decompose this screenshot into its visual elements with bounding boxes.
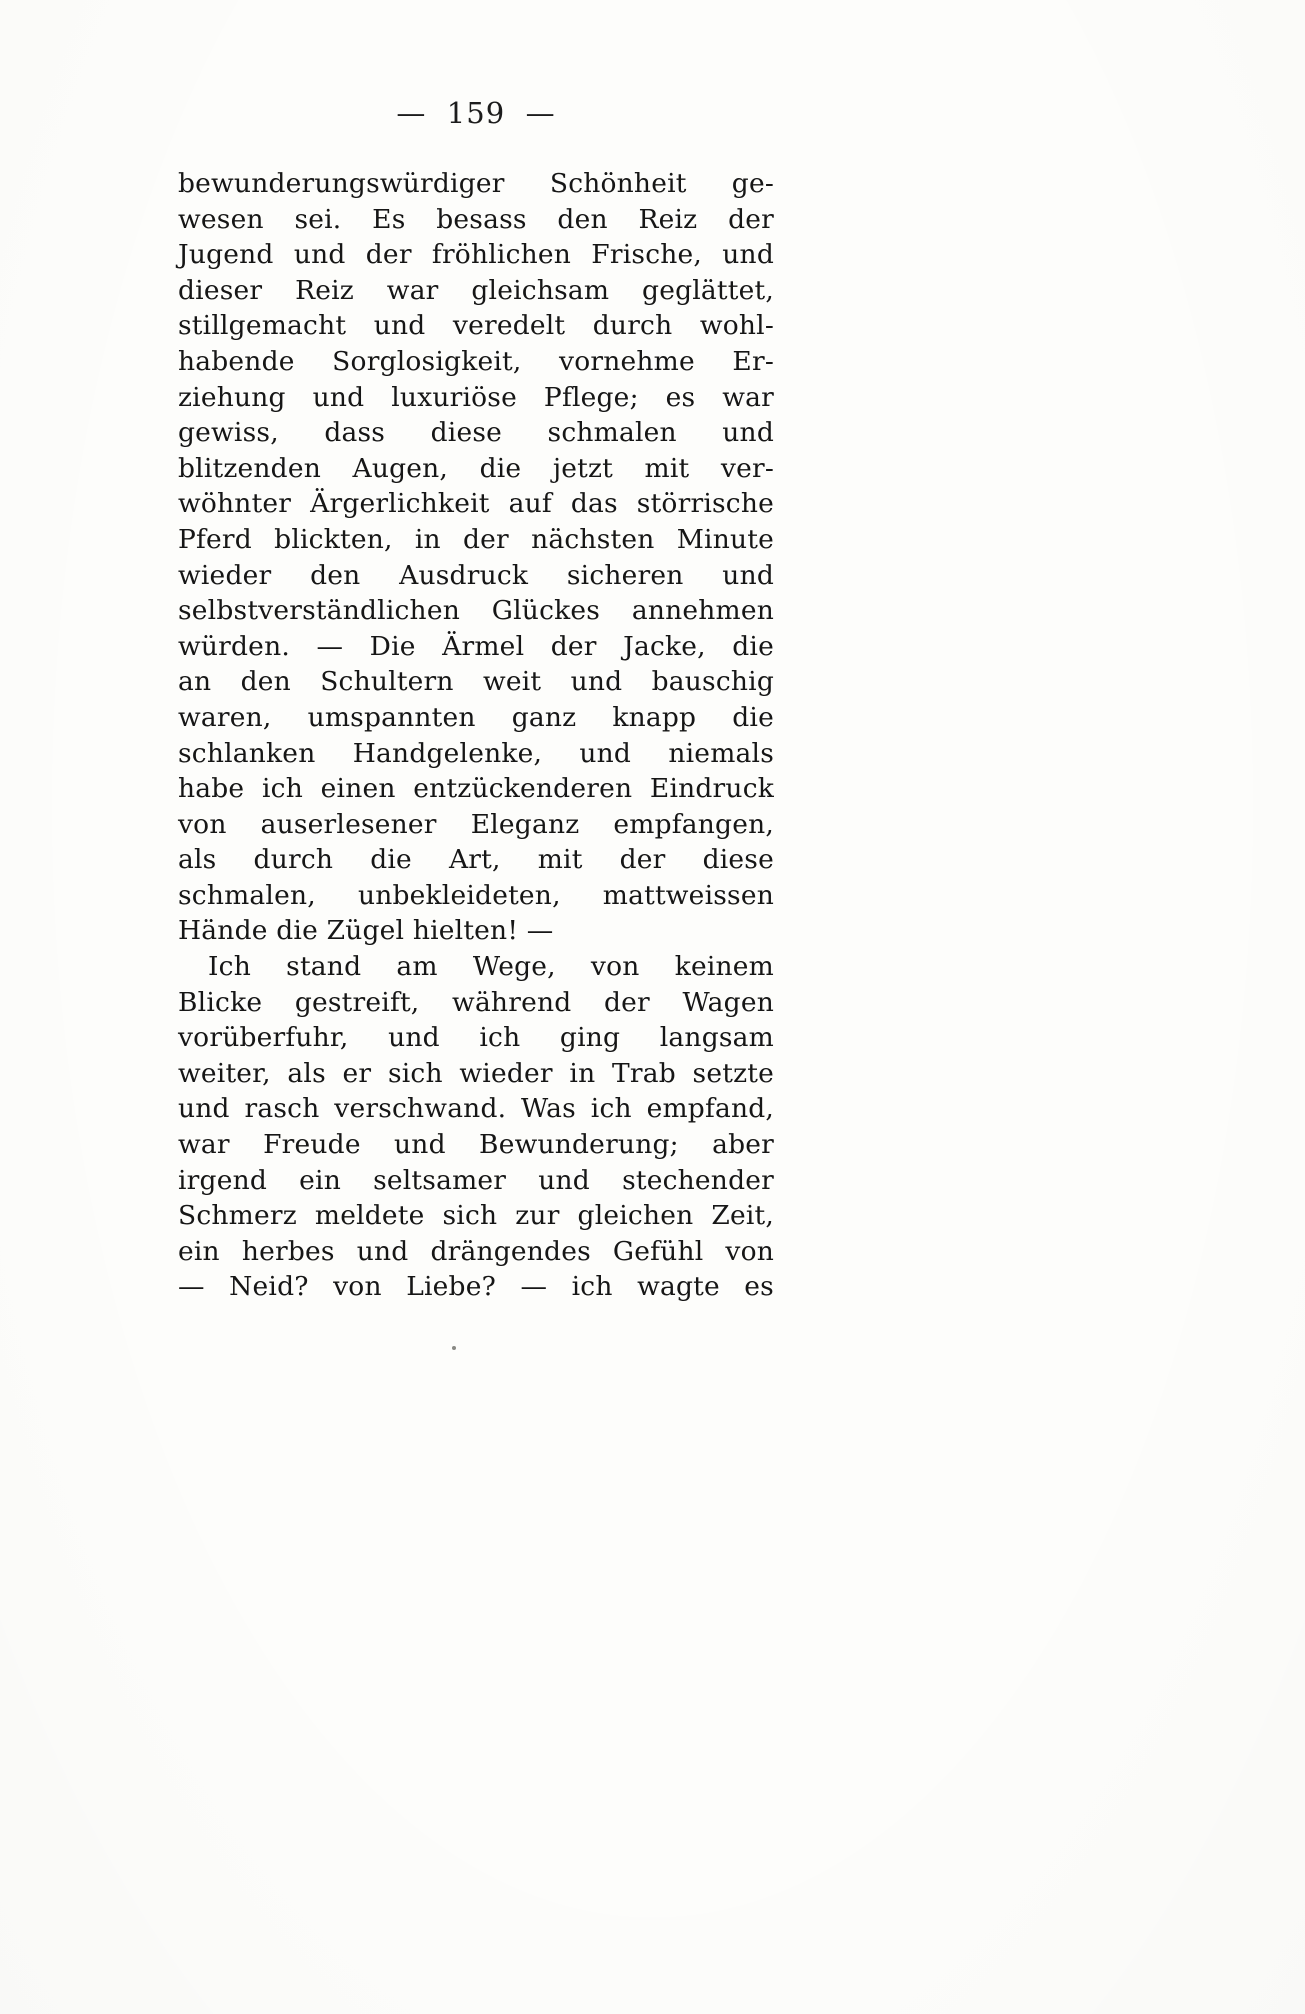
text-line: wesen sei. Es besass den Reiz der (178, 203, 774, 235)
text-line: Blicke gestreift, während der Wagen (178, 986, 774, 1018)
text-line: habende Sorglosigkeit, vornehme Er- (178, 345, 774, 377)
text-line: stillgemacht und veredelt durch wohl- (178, 310, 774, 342)
text-line: Pferd blickten, in der nächsten Minute (178, 523, 774, 555)
text-block (178, 166, 774, 1305)
text-line: an den Schultern weit und bauschig (178, 666, 774, 698)
text-line: war Freude und Bewunderung; aber (178, 1129, 774, 1161)
text-line: dieser Reiz war gleichsam geglättet, (178, 274, 774, 306)
text-line: Ich stand am Wege, von keinem (208, 951, 774, 983)
text-line: von auserlesener Eleganz empfangen, (178, 808, 774, 840)
text-line: schmalen, unbekleideten, mattweissen (178, 879, 774, 911)
text-line: selbstverständlichen Glückes annehmen (178, 595, 774, 627)
text-line: gewiss, dass diese schmalen und (178, 417, 774, 449)
text-line: habe ich einen entzückenderen Eindruck (178, 773, 774, 805)
text-line: irgend ein seltsamer und stechender (178, 1164, 774, 1196)
text-line: — Neid? von Liebe? — ich wagte es (178, 1271, 774, 1303)
text-line: wieder den Ausdruck sicheren und (178, 559, 774, 591)
text-line: als durch die Art, mit der diese (178, 844, 774, 876)
ink-speck (452, 1346, 456, 1350)
page-number: — 159 — (396, 96, 556, 130)
text-line: schlanken Handgelenke, und niemals (178, 737, 774, 769)
text-line: ziehung und luxuriöse Pflege; es war (178, 381, 774, 413)
text-line: ein herbes und drängendes Gefühl von (178, 1235, 774, 1267)
text-line: waren, umspannten ganz knapp die (178, 701, 774, 733)
text-line: und rasch verschwand. Was ich empfand, (178, 1093, 774, 1125)
text-line: weiter, als er sich wieder in Trab setzte (178, 1057, 774, 1089)
text-line: bewunderungswürdiger Schönheit ge- (178, 168, 774, 199)
text-line: blitzenden Augen, die jetzt mit ver- (178, 452, 774, 484)
text-line: Jugend und der fröhlichen Frische, und (178, 239, 774, 271)
text-line: wöhnter Ärgerlichkeit auf das störrische (178, 488, 774, 520)
text-line: Schmerz meldete sich zur gleichen Zeit, (178, 1200, 774, 1232)
text-line: würden. — Die Ärmel der Jacke, die (178, 630, 774, 662)
text-line: Hände die Zügel hielten! — (178, 915, 554, 947)
text-line: vorüberfuhr, und ich ging langsam (178, 1022, 774, 1054)
